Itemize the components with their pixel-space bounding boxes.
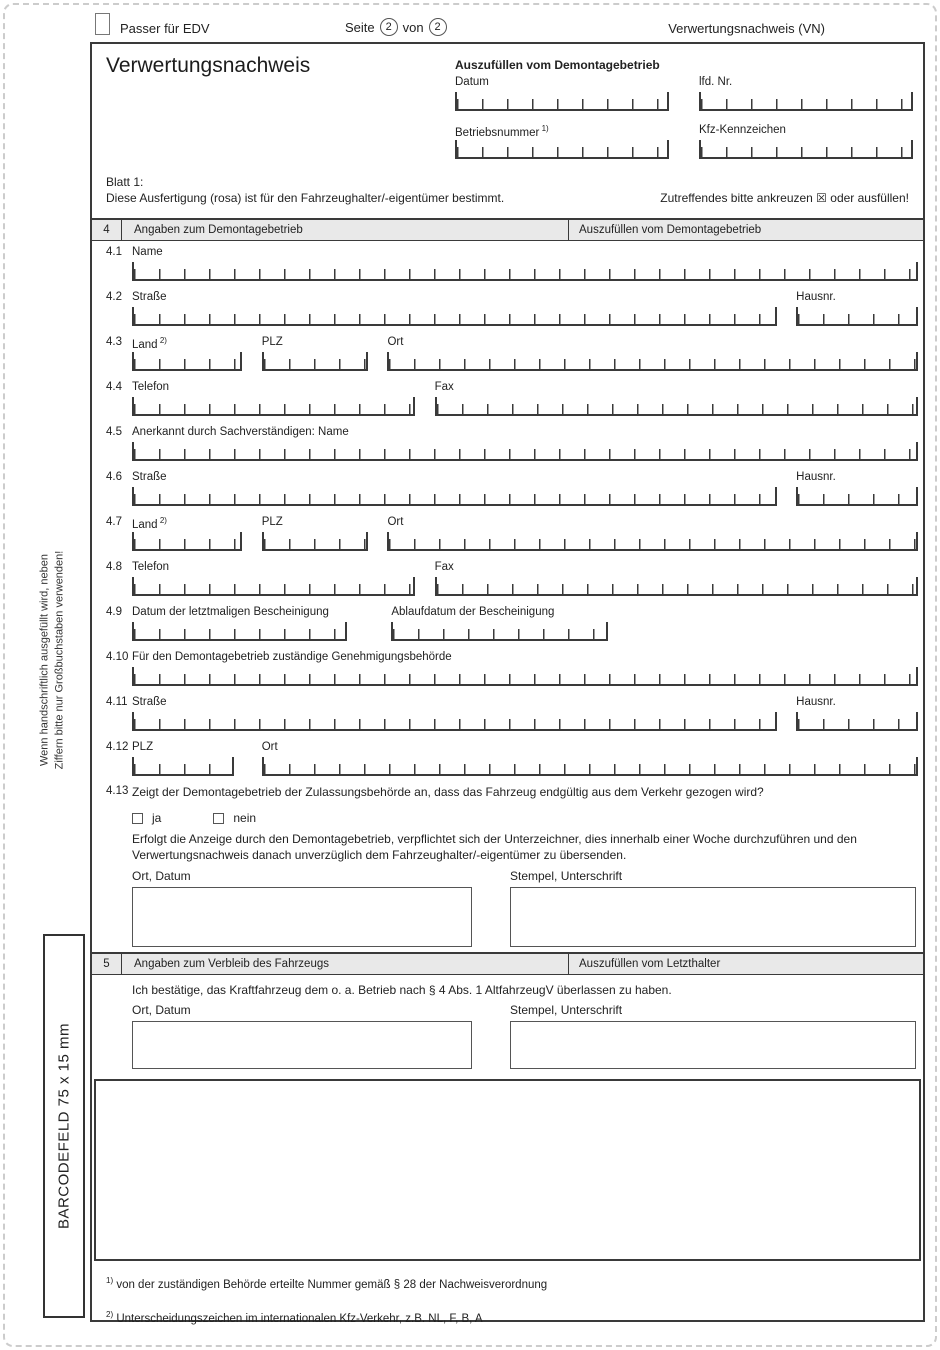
empty-field-box[interactable] <box>94 1079 921 1261</box>
form-row-4-9 <box>92 601 923 646</box>
field-label: Für den Demontagebetrieb zuständige Genehmigungsbehörde <box>132 651 452 663</box>
signature-row-demontagebetrieb <box>92 867 923 947</box>
row-number: 4.3 <box>106 336 122 348</box>
comb-4-8-fax[interactable] <box>435 577 918 596</box>
field-hausnr <box>796 696 918 736</box>
sheet-description: Diese Ausfertigung (rosa) ist für den Fahrzeughalter/-eigentümer bestimmt. <box>106 191 505 205</box>
section-4-title: Angaben zum Demontagebetrieb <box>134 224 303 236</box>
form-row-4-5 <box>92 421 923 466</box>
comb-4-12-ort[interactable] <box>262 757 918 776</box>
field-label: Anerkannt durch Sachverständigen: Name <box>132 426 349 438</box>
row-fields <box>132 471 918 511</box>
row-fields <box>132 696 918 736</box>
field-label: Straße <box>132 471 167 483</box>
field-label: Land $^{2)}$ <box>132 516 167 531</box>
row-number: 4.12 <box>106 741 129 753</box>
comb-input-datum[interactable] <box>455 92 669 111</box>
handwriting-note-line2: Ziffern bitte nur Großbuchstaben verwenden! <box>53 550 65 770</box>
field-telefon <box>132 381 415 421</box>
row-fields <box>132 606 918 646</box>
row-number: 4.7 <box>106 516 122 528</box>
stempel-unterschrift-label: Stempel, Unterschrift <box>510 1003 623 1017</box>
form-row-4-1 <box>92 241 923 286</box>
field-fax <box>435 561 918 601</box>
field-label: Betriebsnummer $^{1)}$ <box>455 124 549 139</box>
row-number: 4.4 <box>106 381 122 393</box>
checkbox-ja[interactable] <box>132 813 143 824</box>
stempel-unterschrift-box[interactable] <box>510 1021 916 1069</box>
handwriting-note <box>27 495 77 825</box>
office-field <box>699 76 913 111</box>
page-number-badge: 2 <box>380 18 398 36</box>
row-fields <box>132 516 918 556</box>
field-label: PLZ <box>261 336 283 348</box>
signature-row-letzthalter <box>92 1001 923 1069</box>
row-fields <box>132 741 918 781</box>
comb-4-4-telefon[interactable] <box>132 397 415 416</box>
document-code: Verwertungsnachweis (VN) <box>668 21 825 36</box>
option-label: ja <box>152 811 162 825</box>
comb-4-2-hausnr[interactable] <box>796 307 918 326</box>
signature-col-right <box>510 869 916 947</box>
field-plz <box>262 516 368 556</box>
field-label: Ort <box>387 516 404 528</box>
row-number: 4.2 <box>106 291 122 303</box>
office-block <box>455 58 913 159</box>
comb-4-6-strasse[interactable] <box>132 487 777 506</box>
sheet-note <box>92 168 923 214</box>
office-field <box>455 76 669 111</box>
signature-col-left <box>132 1003 510 1069</box>
field-name <box>132 246 918 286</box>
checkmark-hint: Zutreffendes bitte ankreuzen ☒ oder ausfüllen! <box>660 191 909 205</box>
comb-4-5-anerkannt-durch-sachverstaendigen-name[interactable] <box>132 442 918 461</box>
field-label: Hausnr. <box>796 471 836 483</box>
row-number: 4.5 <box>106 426 122 438</box>
form-row-4-11 <box>92 691 923 736</box>
footnote: $^{2)}$ Unterscheidungszeichen im internationalen Kfz-Verkehr, z.B. NL, F, B, A <box>106 1309 483 1325</box>
comb-4-8-telefon[interactable] <box>132 577 415 596</box>
stempel-unterschrift-box[interactable] <box>510 887 916 947</box>
form-row-4-3 <box>92 331 923 376</box>
footnote: $^{1)}$ von der zuständigen Behörde erteilte Nummer gemäß § 28 der Nachweisverordnung <box>106 1276 548 1291</box>
row-fields <box>132 336 918 376</box>
field-label: PLZ <box>132 741 154 753</box>
comb-4-6-hausnr[interactable] <box>796 487 918 506</box>
field-label: Kfz-Kennzeichen <box>699 124 786 136</box>
row-fields <box>132 561 918 601</box>
field-label: Fax <box>434 561 454 573</box>
field-label: Hausnr. <box>796 696 836 708</box>
section-4-bar <box>92 218 923 241</box>
field-plz <box>132 741 234 781</box>
row-number: 4.11 <box>106 696 128 708</box>
row-fields <box>132 426 918 466</box>
comb-4-11-strasse[interactable] <box>132 712 777 731</box>
form-row-4-10 <box>92 646 923 691</box>
row-number: 4.1 <box>106 246 122 258</box>
form-row-4-4 <box>92 376 923 421</box>
barcode-field <box>43 934 85 1318</box>
form-row-4-12 <box>92 736 923 781</box>
field-telefon <box>132 561 415 601</box>
comb-input-betriebsnummer[interactable] <box>455 140 669 159</box>
field-plz <box>262 336 368 376</box>
signature-col-right <box>510 1003 916 1069</box>
row-fields <box>132 381 918 421</box>
sheet-note-left <box>106 174 504 206</box>
comb-4-7-ort[interactable] <box>387 532 918 551</box>
section-4-number: 4 <box>92 220 122 240</box>
field-anerkannt-durch-sachverstaendigen-name <box>132 426 918 466</box>
notice-paragraph: Erfolgt die Anzeige durch den Demontagebetrieb, verpflichtet sich der Unterzeichner, dies innerhalb einer Woche durchzuführen und den Verwertungsnachweis danach unverzüglich dem Fahrzeughalter/-eigentümer zu übersenden. <box>132 832 857 862</box>
form-row-4-8 <box>92 556 923 601</box>
row-number: 4.6 <box>106 471 122 483</box>
handwriting-note-line1: Wenn handschriftlich ausgefüllt wird, neben <box>38 554 51 766</box>
page-info <box>345 18 447 36</box>
comb-4-7-land[interactable] <box>132 532 242 551</box>
form-top <box>92 44 923 168</box>
field-label: Land $^{2)}$ <box>132 336 167 351</box>
field-hausnr <box>796 471 918 511</box>
field-fuer-den-demontagebetrieb-zustaendige-genehmigungsbehoerde <box>132 651 918 691</box>
edv-checkbox[interactable] <box>95 13 110 35</box>
form-title: Verwertungsnachweis <box>106 54 311 77</box>
field-label: PLZ <box>261 516 283 528</box>
sheet-label: Blatt 1: <box>106 175 144 189</box>
page-header <box>90 10 925 40</box>
field-label: Ort <box>261 741 278 753</box>
section-5-number: 5 <box>92 954 122 974</box>
comb-4-12-plz[interactable] <box>132 757 234 776</box>
footnotes <box>92 1261 923 1327</box>
row-number: 4.9 <box>106 606 122 618</box>
field-label: lfd. Nr. <box>699 76 733 88</box>
comb-4-11-hausnr[interactable] <box>796 712 918 731</box>
office-heading: Auszufüllen vom Demontagebetrieb <box>455 58 660 72</box>
ort-datum-label: Ort, Datum <box>132 869 191 883</box>
field-strasse <box>132 696 777 736</box>
office-field <box>699 124 913 159</box>
form-row-4-2 <box>92 286 923 331</box>
field-ablaufdatum-der-bescheinigung <box>391 606 607 646</box>
ort-datum-box[interactable] <box>132 1021 472 1069</box>
section-4-right-label: Auszufüllen vom Demontagebetrieb <box>568 220 923 240</box>
section-5-title: Angaben zum Verbleib des Fahrzeugs <box>134 958 329 970</box>
form-row-4-6 <box>92 466 923 511</box>
option-ja <box>132 811 161 825</box>
form-body <box>90 42 925 1325</box>
page-von: von <box>402 19 424 35</box>
field-strasse <box>132 471 777 511</box>
row-number: 4.8 <box>106 561 122 573</box>
row-number: 4.13 <box>106 785 129 797</box>
field-hausnr <box>796 291 918 331</box>
field-land <box>132 336 242 376</box>
row-fields <box>132 246 918 286</box>
comb-4-3-plz[interactable] <box>262 352 368 371</box>
option-nein <box>213 811 256 825</box>
field-label: Hausnr. <box>796 291 836 303</box>
field-label: Telefon <box>132 381 170 393</box>
comb-4-2-strasse[interactable] <box>132 307 777 326</box>
comb-input-kfz-kennzeichen[interactable] <box>699 140 913 159</box>
field-label: Name <box>132 246 163 258</box>
field-datum-der-letztmaligen-bescheinigung <box>132 606 347 646</box>
section-5-bar <box>92 952 923 975</box>
section-5-right-label: Auszufüllen vom Letzthalter <box>568 954 923 974</box>
barcode-field-label: BARCODEFELD 75 x 15 mm <box>55 1022 73 1230</box>
confirmation-text: Ich bestätige, das Kraftfahrzeug dem o. a. Betrieb nach § 4 Abs. 1 AltfahrzeugV überlassen zu haben. <box>132 983 672 997</box>
field-ort <box>387 336 918 376</box>
comb-4-3-land[interactable] <box>132 352 242 371</box>
form-row-4-13 <box>92 781 923 827</box>
office-fields <box>455 76 913 159</box>
comb-4-10-fuer-den-demontagebetrieb-zustaendige-genehmigungsbehoerde[interactable] <box>132 667 918 686</box>
office-field <box>455 124 669 159</box>
section4-rows <box>92 241 923 781</box>
page-word: Seite <box>345 19 375 35</box>
field-ort <box>262 741 918 781</box>
field-ort <box>387 516 918 556</box>
comb-4-9-datum-der-letztmaligen-bescheinigung[interactable] <box>132 622 347 641</box>
field-label: Straße <box>132 291 167 303</box>
page-total-badge: 2 <box>429 18 447 36</box>
question-options <box>132 811 918 825</box>
field-label: Straße <box>132 696 167 708</box>
row-number: 4.10 <box>106 651 129 663</box>
question-body <box>132 785 918 827</box>
ort-datum-box[interactable] <box>132 887 472 947</box>
option-label: nein <box>233 811 257 825</box>
field-land <box>132 516 242 556</box>
question-text: Zeigt der Demontagebetrieb der Zulassungsbehörde an, dass das Fahrzeug endgültig aus dem Verkehr gezogen wird? <box>132 785 764 799</box>
signature-col-left <box>132 869 510 947</box>
comb-4-9-ablaufdatum-der-bescheinigung[interactable] <box>391 622 607 641</box>
stempel-unterschrift-label: Stempel, Unterschrift <box>510 869 623 883</box>
comb-4-3-ort[interactable] <box>387 352 918 371</box>
comb-input-lfd-nr[interactable] <box>699 92 913 111</box>
form-row-4-7 <box>92 511 923 556</box>
field-label: Fax <box>434 381 454 393</box>
field-fax <box>435 381 918 421</box>
comb-4-1-name[interactable] <box>132 262 918 281</box>
field-label: Datum <box>455 76 489 88</box>
row-fields <box>132 651 918 691</box>
edv-label: Passer für EDV <box>120 21 210 36</box>
comb-4-7-plz[interactable] <box>262 532 368 551</box>
field-label: Ort <box>387 336 404 348</box>
checkbox-nein[interactable] <box>213 813 224 824</box>
field-label: Datum der letztmaligen Bescheinigung <box>132 606 329 618</box>
ort-datum-label: Ort, Datum <box>132 1003 191 1017</box>
field-label: Telefon <box>132 561 170 573</box>
field-label: Ablaufdatum der Bescheinigung <box>391 606 555 618</box>
comb-4-4-fax[interactable] <box>435 397 918 416</box>
row-fields <box>132 291 918 331</box>
field-strasse <box>132 291 777 331</box>
